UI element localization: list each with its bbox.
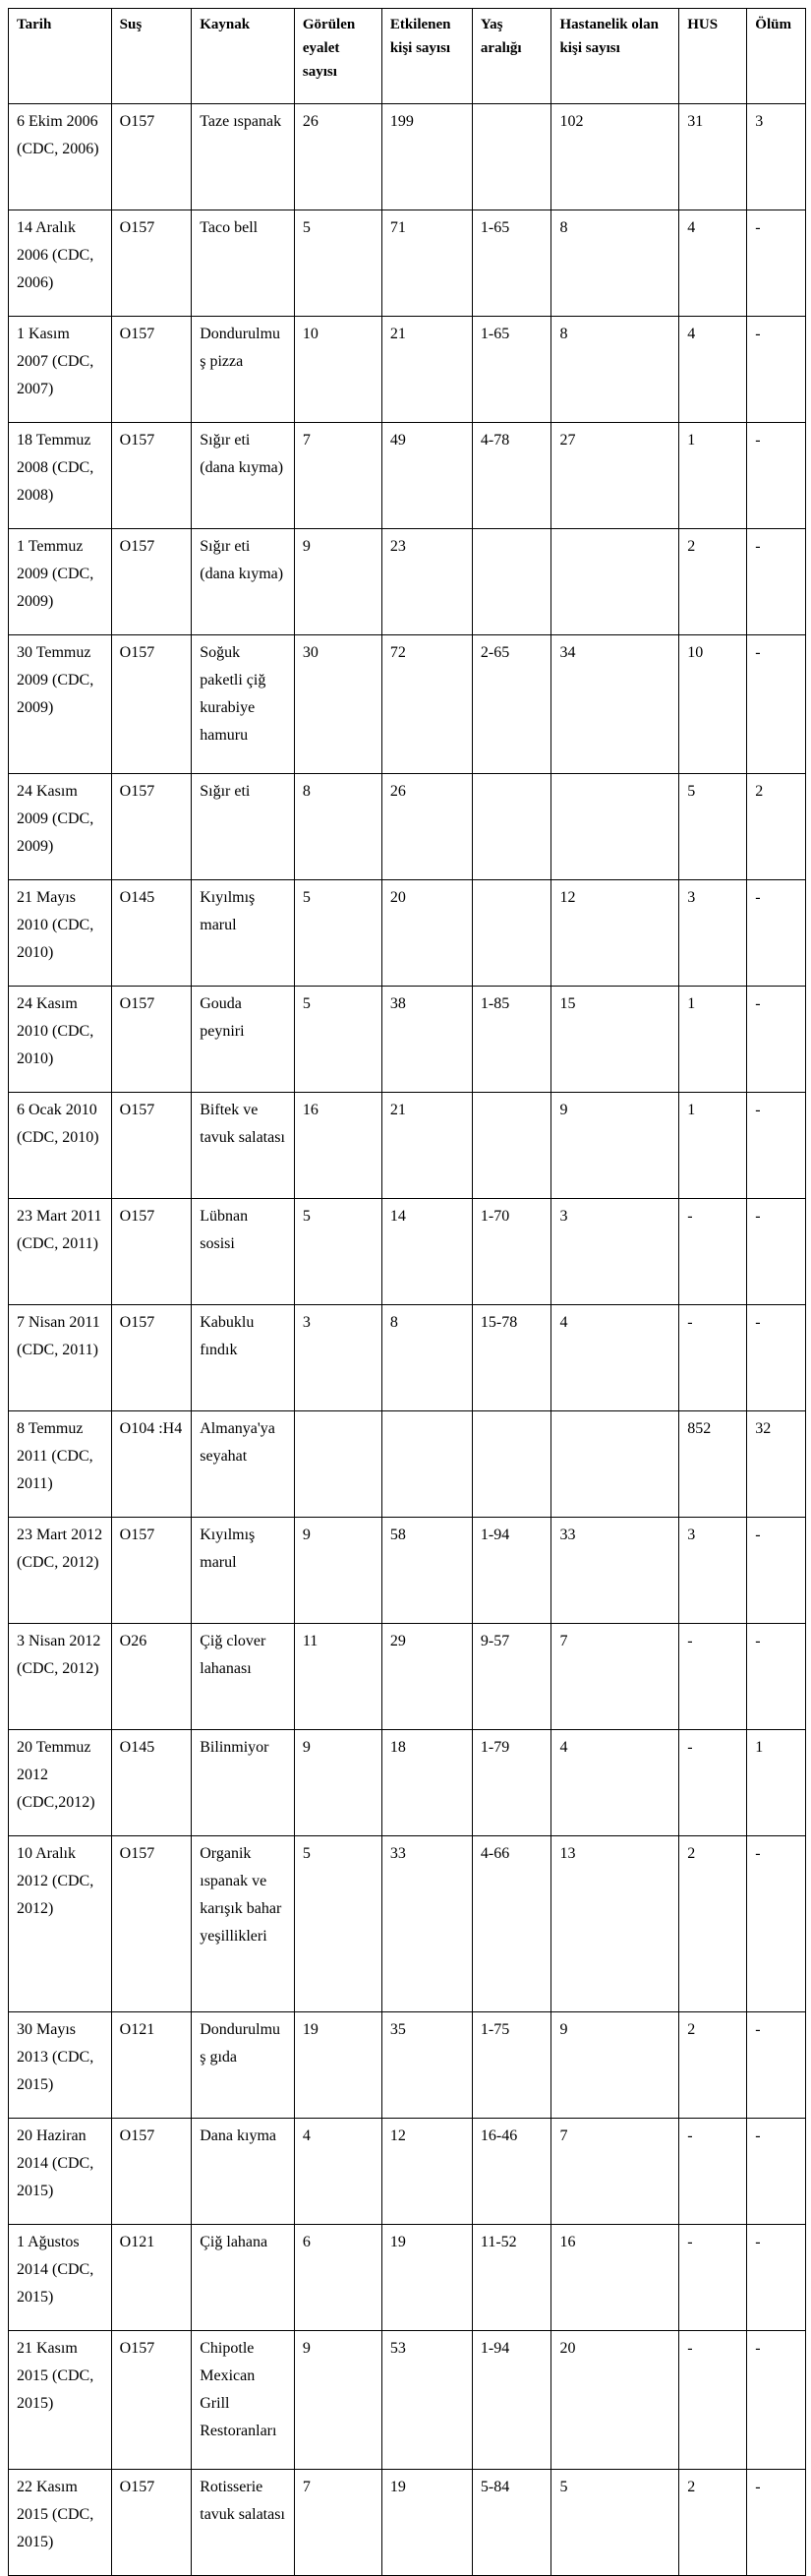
cell-etkilenen: 19 bbox=[381, 2225, 472, 2331]
cell-eyalet: 5 bbox=[294, 987, 381, 1093]
cell-hus: 10 bbox=[679, 635, 747, 774]
cell-hastanelik: 7 bbox=[551, 2119, 679, 2225]
cell-olum: - bbox=[747, 1093, 806, 1199]
cell-olum: - bbox=[747, 1518, 806, 1624]
cell-eyalet: 9 bbox=[294, 1730, 381, 1836]
cell-eyalet: 5 bbox=[294, 1199, 381, 1305]
cell-yas: 9-57 bbox=[472, 1624, 551, 1730]
cell-tarih: 1 Temmuz 2009 (CDC, 2009) bbox=[9, 529, 112, 635]
cell-etkilenen: 12 bbox=[381, 2119, 472, 2225]
cell-olum: - bbox=[747, 2119, 806, 2225]
cell-yas: 1-79 bbox=[472, 1730, 551, 1836]
cell-etkilenen: 18 bbox=[381, 1730, 472, 1836]
cell-etkilenen: 14 bbox=[381, 1199, 472, 1305]
cell-sus: O157 bbox=[111, 210, 192, 317]
cell-olum: - bbox=[747, 1836, 806, 2012]
cell-tarih: 23 Mart 2012 (CDC, 2012) bbox=[9, 1518, 112, 1624]
cell-hus: 31 bbox=[679, 104, 747, 210]
cell-hastanelik bbox=[551, 529, 679, 635]
cell-tarih: 1 Kasım 2007 (CDC, 2007) bbox=[9, 317, 112, 423]
cell-eyalet: 9 bbox=[294, 2331, 381, 2470]
cell-hus: 4 bbox=[679, 317, 747, 423]
cell-etkilenen: 53 bbox=[381, 2331, 472, 2470]
cell-etkilenen: 72 bbox=[381, 635, 472, 774]
cell-tarih: 22 Kasım 2015 (CDC, 2015) bbox=[9, 2470, 112, 2576]
table-row bbox=[9, 529, 806, 635]
cell-olum: - bbox=[747, 2470, 806, 2576]
cell-hus: 2 bbox=[679, 529, 747, 635]
cell-kaynak: Kıyılmış marul bbox=[192, 1518, 295, 1624]
cell-hus: 3 bbox=[679, 880, 747, 987]
cell-yas: 15-78 bbox=[472, 1305, 551, 1411]
cell-kaynak: Bilinmiyor bbox=[192, 1730, 295, 1836]
cell-etkilenen: 199 bbox=[381, 104, 472, 210]
cell-hastanelik: 34 bbox=[551, 635, 679, 774]
cell-hastanelik bbox=[551, 774, 679, 880]
cell-eyalet: 7 bbox=[294, 2470, 381, 2576]
cell-kaynak: Sığır eti bbox=[192, 774, 295, 880]
cell-etkilenen: 21 bbox=[381, 1093, 472, 1199]
cell-hus: - bbox=[679, 1199, 747, 1305]
cell-olum: 2 bbox=[747, 774, 806, 880]
cell-kaynak: Lübnan sosisi bbox=[192, 1199, 295, 1305]
cell-kaynak: Gouda peyniri bbox=[192, 987, 295, 1093]
table-row bbox=[9, 104, 806, 210]
cell-eyalet: 5 bbox=[294, 210, 381, 317]
cell-yas: 5-84 bbox=[472, 2470, 551, 2576]
cell-hus: 1 bbox=[679, 1093, 747, 1199]
cell-sus: O157 bbox=[111, 529, 192, 635]
cell-hus: 852 bbox=[679, 1411, 747, 1518]
cell-eyalet: 30 bbox=[294, 635, 381, 774]
header-hastanelik: Hastanelik olan kişi sayısı bbox=[551, 9, 679, 104]
cell-olum: - bbox=[747, 317, 806, 423]
cell-olum: - bbox=[747, 2225, 806, 2331]
cell-kaynak: Sığır eti (dana kıyma) bbox=[192, 423, 295, 529]
cell-etkilenen: 49 bbox=[381, 423, 472, 529]
cell-etkilenen: 8 bbox=[381, 1305, 472, 1411]
cell-eyalet: 8 bbox=[294, 774, 381, 880]
cell-eyalet: 4 bbox=[294, 2119, 381, 2225]
table-row bbox=[9, 2331, 806, 2470]
cell-sus: O104 :H4 bbox=[111, 1411, 192, 1518]
header-etkilenen: Etkilenen kişi sayısı bbox=[381, 9, 472, 104]
cell-kaynak: Biftek ve tavuk salatası bbox=[192, 1093, 295, 1199]
cell-tarih: 6 Ekim 2006 (CDC, 2006) bbox=[9, 104, 112, 210]
header-tarih: Tarih bbox=[9, 9, 112, 104]
cell-hastanelik: 9 bbox=[551, 2012, 679, 2119]
cell-hastanelik: 5 bbox=[551, 2470, 679, 2576]
cell-hus: 5 bbox=[679, 774, 747, 880]
cell-olum: - bbox=[747, 2012, 806, 2119]
cell-yas: 1-70 bbox=[472, 1199, 551, 1305]
cell-sus: O157 bbox=[111, 1305, 192, 1411]
cell-olum: - bbox=[747, 987, 806, 1093]
cell-sus: O121 bbox=[111, 2225, 192, 2331]
cell-yas: 4-78 bbox=[472, 423, 551, 529]
cell-yas: 11-52 bbox=[472, 2225, 551, 2331]
cell-olum: - bbox=[747, 880, 806, 987]
header-eyalet: Görülen eyalet sayısı bbox=[294, 9, 381, 104]
cell-tarih: 21 Mayıs 2010 (CDC, 2010) bbox=[9, 880, 112, 987]
table-row bbox=[9, 1199, 806, 1305]
cell-kaynak: Chipotle Mexican Grill Restoranları bbox=[192, 2331, 295, 2470]
header-sus: Suş bbox=[111, 9, 192, 104]
cell-etkilenen: 35 bbox=[381, 2012, 472, 2119]
cell-hus: - bbox=[679, 2119, 747, 2225]
table-row bbox=[9, 2470, 806, 2576]
cell-sus: O157 bbox=[111, 423, 192, 529]
cell-sus: O145 bbox=[111, 1730, 192, 1836]
cell-eyalet: 5 bbox=[294, 1836, 381, 2012]
cell-yas bbox=[472, 1093, 551, 1199]
cell-yas: 1-65 bbox=[472, 210, 551, 317]
cell-yas bbox=[472, 1411, 551, 1518]
cell-olum: - bbox=[747, 635, 806, 774]
cell-hastanelik bbox=[551, 1411, 679, 1518]
header-hus: HUS bbox=[679, 9, 747, 104]
cell-etkilenen: 19 bbox=[381, 2470, 472, 2576]
table-row bbox=[9, 2225, 806, 2331]
cell-etkilenen: 23 bbox=[381, 529, 472, 635]
cell-etkilenen: 20 bbox=[381, 880, 472, 987]
cell-tarih: 24 Kasım 2009 (CDC, 2009) bbox=[9, 774, 112, 880]
cell-olum: - bbox=[747, 1624, 806, 1730]
cell-yas bbox=[472, 104, 551, 210]
cell-yas bbox=[472, 880, 551, 987]
cell-sus: O157 bbox=[111, 2470, 192, 2576]
cell-eyalet: 10 bbox=[294, 317, 381, 423]
cell-kaynak: Soğuk paketli çiğ kurabiye hamuru bbox=[192, 635, 295, 774]
cell-kaynak: Çiğ lahana bbox=[192, 2225, 295, 2331]
cell-olum: - bbox=[747, 529, 806, 635]
cell-olum: - bbox=[747, 423, 806, 529]
cell-sus: O157 bbox=[111, 1836, 192, 2012]
cell-kaynak: Sığır eti (dana kıyma) bbox=[192, 529, 295, 635]
cell-hus: 2 bbox=[679, 1836, 747, 2012]
cell-olum: - bbox=[747, 2331, 806, 2470]
table-row bbox=[9, 774, 806, 880]
cell-yas: 1-65 bbox=[472, 317, 551, 423]
cell-sus: O121 bbox=[111, 2012, 192, 2119]
cell-sus: O26 bbox=[111, 1624, 192, 1730]
cell-olum: - bbox=[747, 1199, 806, 1305]
cell-yas bbox=[472, 529, 551, 635]
cell-tarih: 20 Temmuz 2012 (CDC,2012) bbox=[9, 1730, 112, 1836]
cell-eyalet: 16 bbox=[294, 1093, 381, 1199]
cell-etkilenen: 29 bbox=[381, 1624, 472, 1730]
cell-olum: 3 bbox=[747, 104, 806, 210]
cell-etkilenen: 26 bbox=[381, 774, 472, 880]
cell-hus: 1 bbox=[679, 987, 747, 1093]
cell-hastanelik: 15 bbox=[551, 987, 679, 1093]
cell-kaynak: Kıyılmış marul bbox=[192, 880, 295, 987]
table-row bbox=[9, 987, 806, 1093]
cell-tarih: 1 Ağustos 2014 (CDC, 2015) bbox=[9, 2225, 112, 2331]
cell-sus: O157 bbox=[111, 1518, 192, 1624]
cell-hus: 2 bbox=[679, 2470, 747, 2576]
cell-hastanelik: 13 bbox=[551, 1836, 679, 2012]
cell-eyalet: 5 bbox=[294, 880, 381, 987]
cell-yas: 1-75 bbox=[472, 2012, 551, 2119]
cell-eyalet: 3 bbox=[294, 1305, 381, 1411]
cell-tarih: 24 Kasım 2010 (CDC, 2010) bbox=[9, 987, 112, 1093]
cell-yas: 1-94 bbox=[472, 1518, 551, 1624]
cell-tarih: 20 Haziran 2014 (CDC, 2015) bbox=[9, 2119, 112, 2225]
cell-hastanelik: 33 bbox=[551, 1518, 679, 1624]
cell-tarih: 6 Ocak 2010 (CDC, 2010) bbox=[9, 1093, 112, 1199]
cell-tarih: 30 Temmuz 2009 (CDC, 2009) bbox=[9, 635, 112, 774]
cell-hastanelik: 12 bbox=[551, 880, 679, 987]
cell-olum: 1 bbox=[747, 1730, 806, 1836]
cell-tarih: 7 Nisan 2011 (CDC, 2011) bbox=[9, 1305, 112, 1411]
cell-sus: O157 bbox=[111, 317, 192, 423]
cell-sus: O145 bbox=[111, 880, 192, 987]
table-row bbox=[9, 635, 806, 774]
cell-tarih: 10 Aralık 2012 (CDC, 2012) bbox=[9, 1836, 112, 2012]
table-row bbox=[9, 1305, 806, 1411]
cell-sus: O157 bbox=[111, 774, 192, 880]
cell-tarih: 30 Mayıs 2013 (CDC, 2015) bbox=[9, 2012, 112, 2119]
table-row bbox=[9, 2119, 806, 2225]
cell-hus: 1 bbox=[679, 423, 747, 529]
cell-eyalet bbox=[294, 1411, 381, 1518]
table-row bbox=[9, 210, 806, 317]
cell-yas bbox=[472, 774, 551, 880]
cell-sus: O157 bbox=[111, 635, 192, 774]
cell-eyalet: 26 bbox=[294, 104, 381, 210]
cell-eyalet: 7 bbox=[294, 423, 381, 529]
cell-kaynak: Dondurulmuş pizza bbox=[192, 317, 295, 423]
cell-etkilenen: 33 bbox=[381, 1836, 472, 2012]
table-row bbox=[9, 1836, 806, 2012]
cell-sus: O157 bbox=[111, 104, 192, 210]
cell-kaynak: Kabuklu fındık bbox=[192, 1305, 295, 1411]
cell-kaynak: Almanya'ya seyahat bbox=[192, 1411, 295, 1518]
outbreak-table bbox=[8, 8, 806, 2576]
cell-yas: 1-85 bbox=[472, 987, 551, 1093]
cell-sus: O157 bbox=[111, 1093, 192, 1199]
cell-hastanelik: 9 bbox=[551, 1093, 679, 1199]
cell-eyalet: 9 bbox=[294, 1518, 381, 1624]
header-kaynak: Kaynak bbox=[192, 9, 295, 104]
cell-etkilenen: 71 bbox=[381, 210, 472, 317]
cell-olum: 32 bbox=[747, 1411, 806, 1518]
cell-etkilenen bbox=[381, 1411, 472, 1518]
cell-kaynak: Çiğ clover lahanası bbox=[192, 1624, 295, 1730]
table-row bbox=[9, 1624, 806, 1730]
cell-etkilenen: 21 bbox=[381, 317, 472, 423]
cell-hastanelik: 27 bbox=[551, 423, 679, 529]
cell-kaynak: Organik ıspanak ve karışık bahar yeşillikleri bbox=[192, 1836, 295, 2012]
header-row bbox=[9, 9, 806, 104]
cell-hastanelik: 3 bbox=[551, 1199, 679, 1305]
header-yas: Yaş aralığı bbox=[472, 9, 551, 104]
table-row bbox=[9, 423, 806, 529]
table-row bbox=[9, 317, 806, 423]
cell-kaynak: Dondurulmuş gıda bbox=[192, 2012, 295, 2119]
table-row bbox=[9, 2012, 806, 2119]
cell-hus: - bbox=[679, 1730, 747, 1836]
cell-kaynak: Taco bell bbox=[192, 210, 295, 317]
cell-yas: 1-94 bbox=[472, 2331, 551, 2470]
cell-hus: 4 bbox=[679, 210, 747, 317]
cell-eyalet: 19 bbox=[294, 2012, 381, 2119]
table-row bbox=[9, 1518, 806, 1624]
cell-tarih: 18 Temmuz 2008 (CDC, 2008) bbox=[9, 423, 112, 529]
cell-hastanelik: 20 bbox=[551, 2331, 679, 2470]
cell-yas: 16-46 bbox=[472, 2119, 551, 2225]
table-row bbox=[9, 1730, 806, 1836]
cell-hus: 3 bbox=[679, 1518, 747, 1624]
cell-hus: - bbox=[679, 1624, 747, 1730]
cell-hastanelik: 16 bbox=[551, 2225, 679, 2331]
cell-yas: 4-66 bbox=[472, 1836, 551, 2012]
cell-olum: - bbox=[747, 1305, 806, 1411]
cell-sus: O157 bbox=[111, 1199, 192, 1305]
header-olum: Ölüm bbox=[747, 9, 806, 104]
cell-kaynak: Dana kıyma bbox=[192, 2119, 295, 2225]
cell-hastanelik: 8 bbox=[551, 317, 679, 423]
cell-hastanelik: 4 bbox=[551, 1730, 679, 1836]
cell-hus: - bbox=[679, 2331, 747, 2470]
cell-etkilenen: 38 bbox=[381, 987, 472, 1093]
cell-hastanelik: 102 bbox=[551, 104, 679, 210]
table-row bbox=[9, 1411, 806, 1518]
cell-hastanelik: 8 bbox=[551, 210, 679, 317]
cell-tarih: 14 Aralık 2006 (CDC, 2006) bbox=[9, 210, 112, 317]
cell-hus: - bbox=[679, 2225, 747, 2331]
cell-tarih: 21 Kasım 2015 (CDC, 2015) bbox=[9, 2331, 112, 2470]
cell-hastanelik: 7 bbox=[551, 1624, 679, 1730]
cell-kaynak: Taze ıspanak bbox=[192, 104, 295, 210]
table-row bbox=[9, 880, 806, 987]
cell-etkilenen: 58 bbox=[381, 1518, 472, 1624]
cell-tarih: 3 Nisan 2012 (CDC, 2012) bbox=[9, 1624, 112, 1730]
cell-sus: O157 bbox=[111, 2119, 192, 2225]
cell-hus: 2 bbox=[679, 2012, 747, 2119]
cell-hus: - bbox=[679, 1305, 747, 1411]
cell-eyalet: 9 bbox=[294, 529, 381, 635]
cell-eyalet: 6 bbox=[294, 2225, 381, 2331]
cell-yas: 2-65 bbox=[472, 635, 551, 774]
cell-sus: O157 bbox=[111, 987, 192, 1093]
cell-kaynak: Rotisserie tavuk salatası bbox=[192, 2470, 295, 2576]
table-row bbox=[9, 1093, 806, 1199]
cell-eyalet: 11 bbox=[294, 1624, 381, 1730]
cell-sus: O157 bbox=[111, 2331, 192, 2470]
cell-hastanelik: 4 bbox=[551, 1305, 679, 1411]
cell-tarih: 8 Temmuz 2011 (CDC, 2011) bbox=[9, 1411, 112, 1518]
cell-olum: - bbox=[747, 210, 806, 317]
cell-tarih: 23 Mart 2011 (CDC, 2011) bbox=[9, 1199, 112, 1305]
